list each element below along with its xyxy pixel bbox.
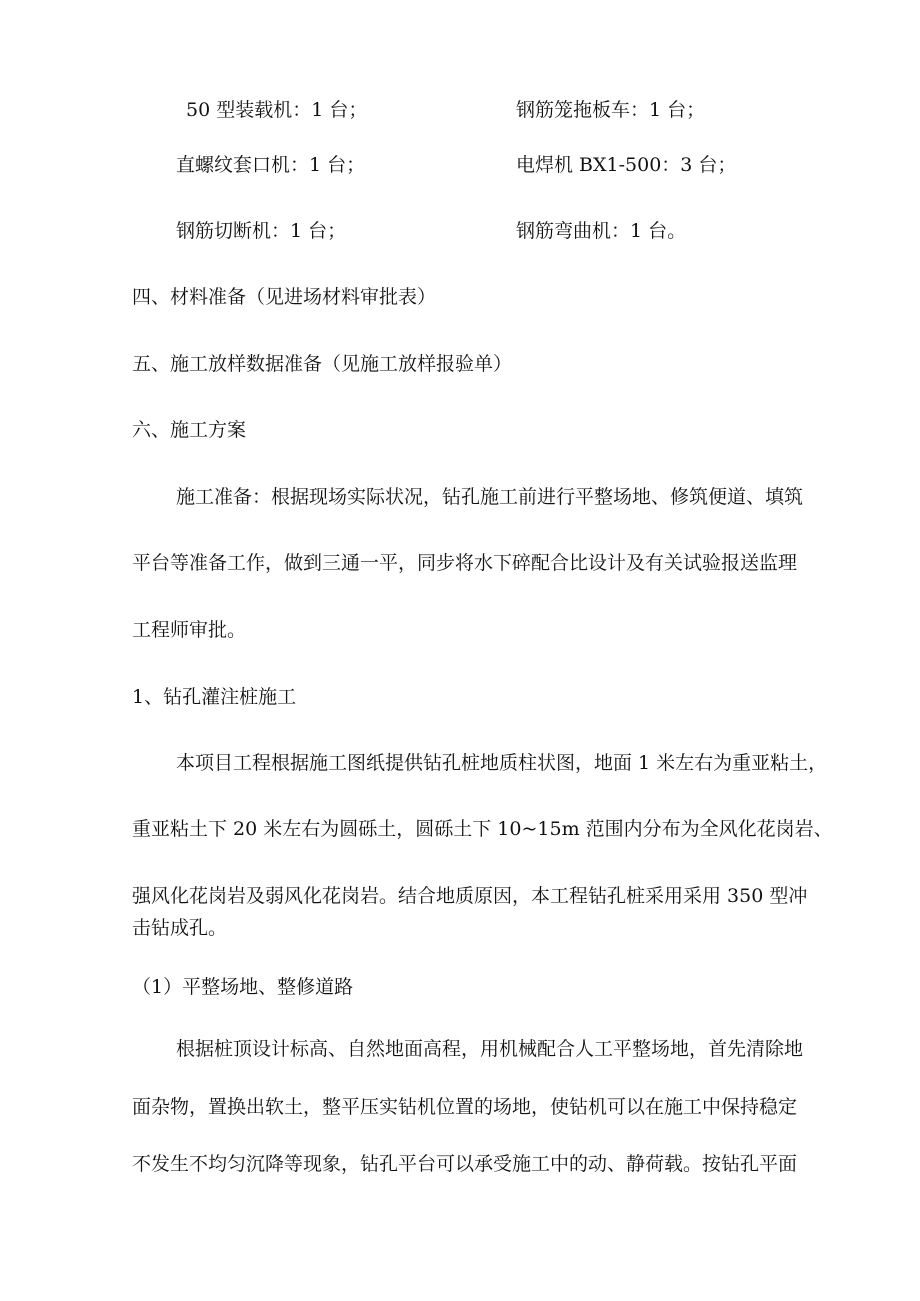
item-bored-pile-line: 强风化花岗岩及弱风化花岗岩。结合地质原因，本工程钻孔桩采用采用 350 型冲 — [132, 885, 808, 907]
prep-paragraph-line: 施工准备：根据现场实际状况，钻孔施工前进行平整场地、修筑便道、填筑 — [176, 486, 804, 508]
section-materials: 四、材料准备（见进场材料审批表） — [132, 286, 437, 308]
item-bored-pile-title: 1、钻孔灌注桩施工 — [132, 686, 297, 708]
equipment-cage-trailer: 钢筋笼拖板车：1 台； — [516, 99, 706, 121]
equipment-cutter: 钢筋切断机：1 台； — [176, 220, 347, 242]
prep-paragraph-line: 平台等准备工作，做到三通一平，同步将水下碎配合比设计及有关试验报送监理 — [132, 552, 798, 574]
sub-site-leveling-line: 面杂物，置换出软土，整平压实钻机位置的场地，使钻机可以在施工中保持稳定 — [132, 1096, 798, 1118]
item-bored-pile-line: 击钻成孔。 — [132, 917, 228, 939]
equipment-loader: 50 型装载机：1 台； — [186, 99, 368, 121]
sub-site-leveling-line: 不发生不均匀沉降等现象，钻孔平台可以承受施工中的动、静荷载。按钻孔平面 — [132, 1153, 798, 1175]
item-bored-pile-line: 本项目工程根据施工图纸提供钻孔桩地质柱状图，地面 1 米左右为重亚粘土， — [176, 752, 828, 774]
equipment-welder: 电焊机 BX1-500：3 台； — [516, 154, 737, 176]
sub-site-leveling-title: （1）平整场地、整修道路 — [132, 976, 354, 998]
section-construction-plan: 六、施工方案 — [132, 419, 247, 441]
sub-site-leveling-line: 根据桩顶设计标高、自然地面高程，用机械配合人工平整场地，首先清除地 — [176, 1038, 804, 1060]
equipment-thread-machine: 直螺纹套口机：1 台； — [176, 154, 366, 176]
prep-paragraph-line: 工程师审批。 — [132, 619, 247, 641]
equipment-bender: 钢筋弯曲机：1 台。 — [516, 220, 687, 242]
item-bored-pile-line: 重亚粘土下 20 米左右为圆砾土，圆砾土下 10~15m 范围内分布为全风化花岗岩、 — [132, 818, 833, 840]
section-layout-data: 五、施工放样数据准备（见施工放样报验单） — [132, 353, 513, 375]
